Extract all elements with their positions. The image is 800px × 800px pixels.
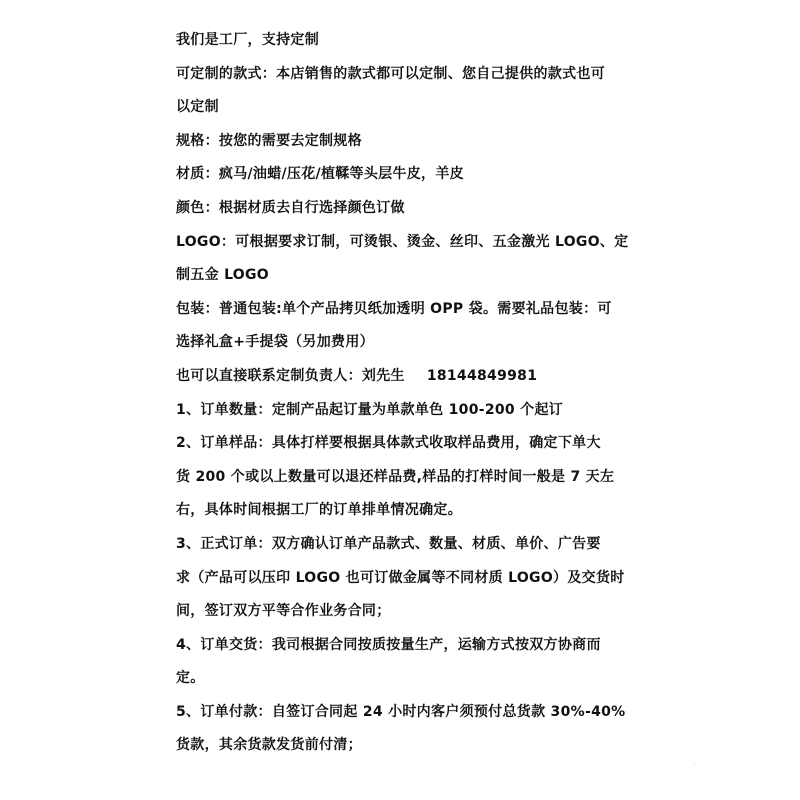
text-line: 4、订单交货：我司根据合同按质按量生产，运输方式按双方协商而 bbox=[176, 636, 601, 653]
text-line: 我们是工厂，支持定制 bbox=[176, 32, 319, 48]
text-line: 求（产品可以压印 LOGO 也可订做金属等不同材质 LOGO）及交货时 bbox=[176, 569, 625, 586]
text-line: 以定制 bbox=[176, 99, 219, 116]
text-line: 包装：普通包装:单个产品拷贝纸加透明 OPP 袋。需要礼品包装：可 bbox=[176, 300, 612, 317]
document-body bbox=[176, 24, 636, 763]
text-line: 2、订单样品：具体打样要根据具体款式收取样品费用，确定下单大 bbox=[176, 435, 601, 452]
text-line: 规格：按您的需要去定制规格 bbox=[176, 132, 362, 149]
text-line: 选择礼盒+手提袋（另加费用） bbox=[176, 334, 374, 351]
phone-number: 18144849981 bbox=[426, 367, 538, 384]
text-line: 5、订单付款：自签订合同起 24 小时内客户须预付总货款 30%-40% bbox=[176, 703, 626, 720]
text-line: 颜色：根据材质去自行选择颜色订做 bbox=[176, 199, 405, 216]
text-line: LOGO：可根据要求订制，可烫银、烫金、丝印、五金激光 LOGO、定 bbox=[176, 233, 629, 250]
text-line: 货 200 个或以上数量可以退还样品费,样品的打样时间一般是 7 天左 bbox=[176, 468, 615, 485]
text-line: 3、正式订单：双方确认订单产品款式、数量、材质、单价、广告要 bbox=[176, 535, 601, 552]
text-line: 材质：疯马/油蜡/压花/植鞣等头层牛皮，羊皮 bbox=[176, 166, 464, 183]
text-line: 1、订单数量：定制产品起订量为单款单色 100-200 个起订 bbox=[176, 401, 564, 418]
corner-mark-icon: · bbox=[712, 788, 715, 797]
text-line: 右，具体时间根据工厂的订单排单情况确定。 bbox=[176, 502, 462, 519]
corner-mark-icon: ◦ bbox=[692, 760, 697, 769]
text-line: 定。 bbox=[176, 670, 205, 687]
text-line: 制五金 LOGO bbox=[176, 267, 269, 284]
text-line: 货款，其余货款发货前付清； bbox=[176, 737, 362, 754]
contact-label: 也可以直接联系定制负责人：刘先生 bbox=[176, 367, 405, 384]
text-line: 可定制的款式：本店销售的款式都可以定制、您自己提供的款式也可 bbox=[176, 65, 605, 82]
contact-line bbox=[176, 360, 636, 394]
text-line: 间，签订双方平等合作业务合同； bbox=[176, 603, 391, 620]
